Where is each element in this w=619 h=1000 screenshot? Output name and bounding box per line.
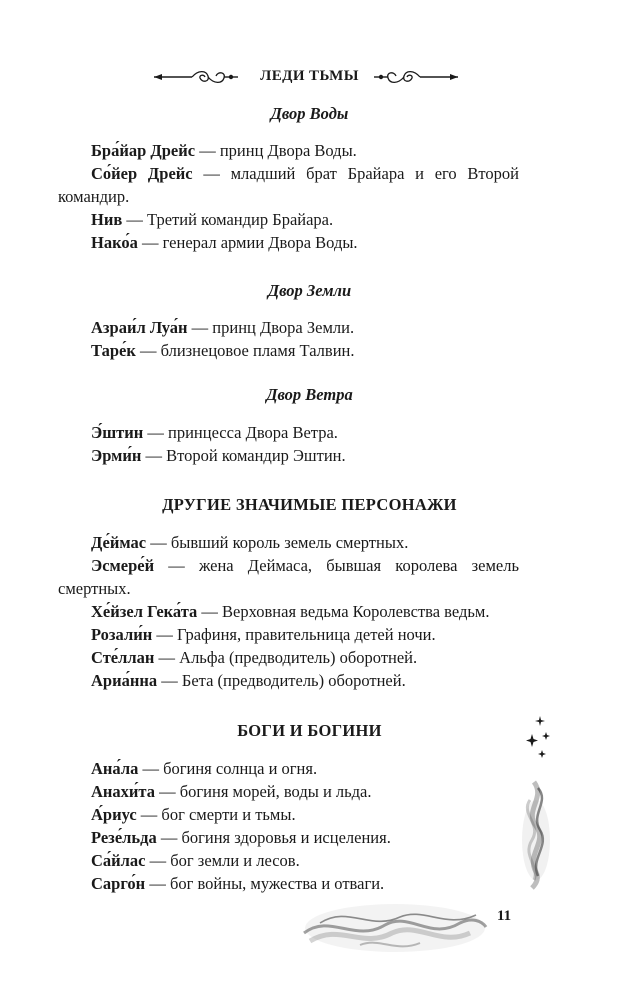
character-name: Таре́к bbox=[91, 341, 136, 360]
character-desc: — принц Двора Земли. bbox=[187, 318, 355, 337]
page-number: 11 bbox=[497, 908, 512, 924]
character-entry bbox=[91, 209, 519, 231]
character-name: Резе́льда bbox=[91, 828, 157, 847]
character-desc: — Верховная ведьма Королевства ведьм. bbox=[197, 602, 490, 621]
character-desc: — богиня здоровья и исцеления. bbox=[156, 828, 391, 847]
character-desc: — генерал армии Двора Воды. bbox=[137, 233, 358, 252]
character-name: Эсмере́й bbox=[91, 556, 155, 575]
character-desc: — принцесса Двора Ветра. bbox=[143, 423, 338, 442]
character-desc: — близнецовое пламя Талвин. bbox=[135, 341, 355, 360]
character-desc: — Второй командир Эштин. bbox=[141, 446, 346, 465]
character-desc: — богиня морей, воды и льда. bbox=[155, 782, 372, 801]
character-name: Эрми́н bbox=[91, 446, 142, 465]
character-name: Со́йер Дрейс bbox=[91, 164, 193, 183]
character-desc: — Графиня, правительница детей ночи. bbox=[152, 625, 436, 644]
character-name: Де́ймас bbox=[91, 533, 147, 552]
character-entry bbox=[91, 445, 519, 467]
character-name: Нив bbox=[91, 210, 123, 229]
character-name: Розали́н bbox=[91, 625, 153, 644]
character-entry bbox=[91, 532, 519, 554]
character-entry bbox=[91, 232, 519, 254]
character-entry bbox=[91, 140, 519, 162]
character-name: Хе́йзел Гека́та bbox=[91, 602, 198, 621]
running-title: ЛЕДИ ТЬМЫ bbox=[260, 68, 359, 84]
stars-icon bbox=[524, 714, 554, 764]
character-entry bbox=[91, 555, 519, 577]
character-desc: — Третий командир Брайара. bbox=[122, 210, 334, 229]
character-entry bbox=[91, 804, 519, 826]
character-entry bbox=[91, 163, 519, 185]
character-name: Э́штин bbox=[91, 423, 144, 442]
character-name: Нако́а bbox=[91, 233, 138, 252]
flourish-ornament-right bbox=[370, 68, 460, 86]
character-desc: — бог войны, мужества и отваги. bbox=[145, 874, 385, 893]
character-desc: — бог смерти и тьмы. bbox=[136, 805, 296, 824]
character-entry bbox=[91, 624, 519, 646]
character-name: Бра́йар Дрейс bbox=[91, 141, 196, 160]
character-entry bbox=[91, 601, 519, 623]
character-name: Сарго́н bbox=[91, 874, 146, 893]
smoke-illustration-vertical bbox=[506, 780, 566, 890]
character-name: Анахи́та bbox=[91, 782, 155, 801]
character-entry bbox=[91, 647, 519, 669]
character-desc: — богиня солнца и огня. bbox=[138, 759, 318, 778]
character-entry bbox=[91, 758, 519, 780]
character-entry bbox=[91, 850, 519, 872]
smoke-illustration-horizontal bbox=[300, 893, 490, 963]
character-name: Азраи́л Луа́н bbox=[91, 318, 188, 337]
character-entry bbox=[91, 781, 519, 803]
character-name: Ариа́нна bbox=[91, 671, 158, 690]
character-entry bbox=[91, 670, 519, 692]
character-name: Ана́ла bbox=[91, 759, 139, 778]
character-name: Сте́ллан bbox=[91, 648, 155, 667]
running-header bbox=[0, 66, 619, 90]
section-heading-other-characters: ДРУГИЕ ЗНАЧИМЫЕ ПЕРСОНАЖИ bbox=[162, 495, 457, 514]
character-desc: — бывший король земель смертных. bbox=[146, 533, 409, 552]
character-desc: — Альфа (предводитель) оборотней. bbox=[154, 648, 418, 667]
character-entry bbox=[91, 827, 519, 849]
character-desc: — жена Деймаса, бывшая королева земель bbox=[154, 556, 519, 575]
section-heading-gods: БОГИ И БОГИНИ bbox=[237, 721, 382, 740]
character-name: А́риус bbox=[91, 805, 137, 824]
subheading-earth-court: Двор Земли bbox=[267, 281, 352, 300]
character-desc-continuation: командир. bbox=[58, 187, 130, 206]
character-desc-continuation: смертных. bbox=[58, 579, 131, 598]
subheading-water-court: Двор Воды bbox=[270, 104, 349, 123]
subheading-wind-court: Двор Ветра bbox=[266, 385, 353, 404]
character-entry bbox=[91, 340, 519, 362]
character-entry bbox=[91, 317, 519, 339]
character-name: Са́йлас bbox=[91, 851, 146, 870]
character-desc: — младший брат Брайара и его Второй bbox=[192, 164, 519, 183]
character-entry bbox=[91, 873, 519, 895]
character-desc: — Бета (предводитель) оборотней. bbox=[157, 671, 406, 690]
character-desc: — принц Двора Воды. bbox=[195, 141, 357, 160]
character-desc: — бог земли и лесов. bbox=[145, 851, 300, 870]
character-entry bbox=[91, 422, 519, 444]
